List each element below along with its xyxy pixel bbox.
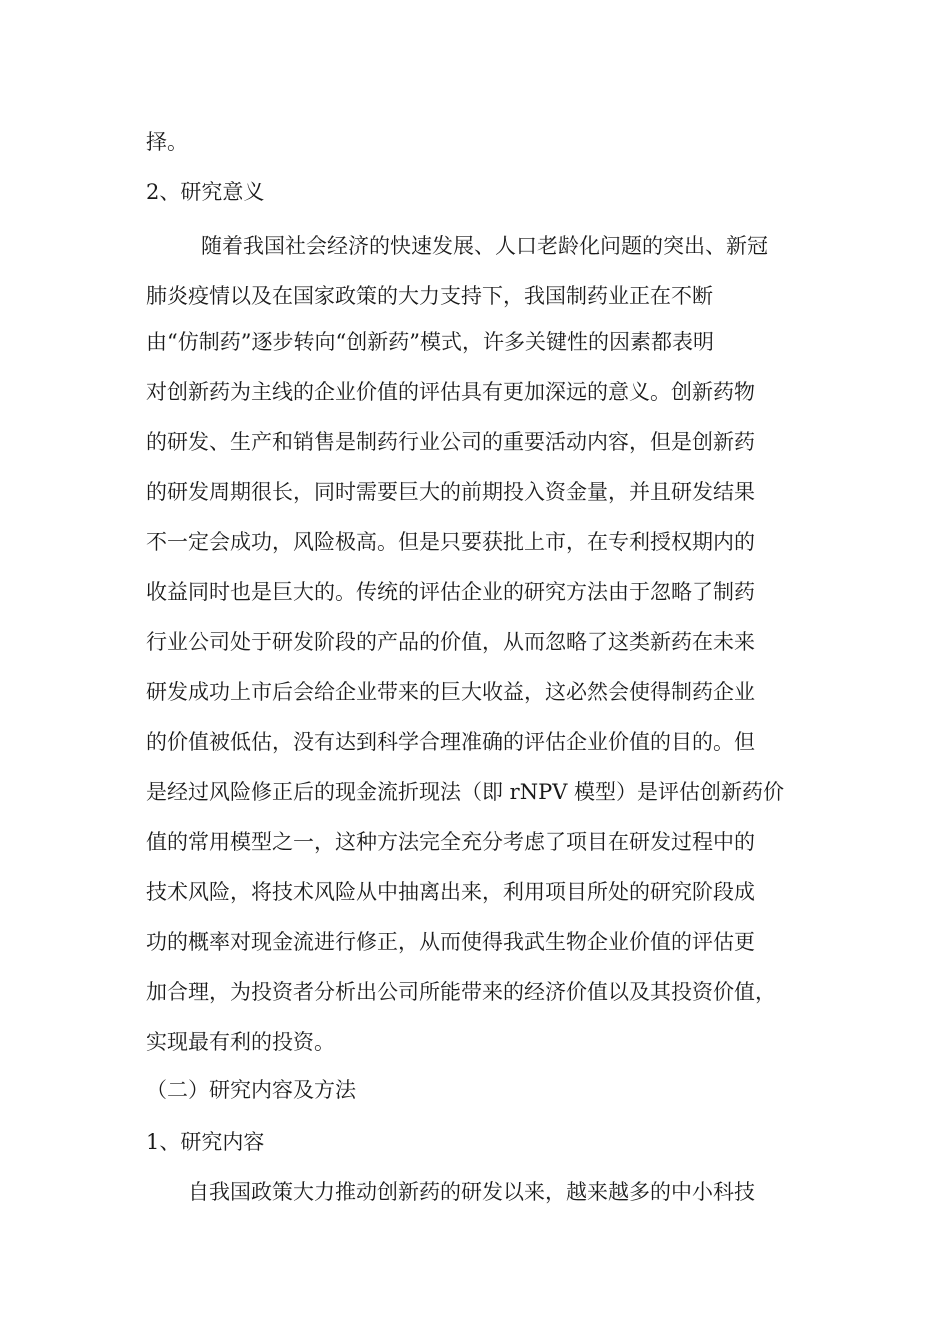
paragraph-text-line: 择。 xyxy=(146,130,188,154)
paragraph-text-line: 是经过风险修正后的现金流折现法（即 rNPV 模型）是评估创新药价 xyxy=(146,780,785,804)
paragraph-text-line: 实现最有利的投资。 xyxy=(146,1030,335,1054)
paragraph-text-line: 收益同时也是巨大的。传统的评估企业的研究方法由于忽略了制药 xyxy=(146,580,755,604)
paragraph-text-line: 值的常用模型之一，这种方法完全充分考虑了项目在研发过程中的 xyxy=(146,830,755,854)
section-heading: 2、研究意义 xyxy=(146,180,265,204)
paragraph-text-line: 由“仿制药”逐步转向“创新药”模式，许多关键性的因素都表明 xyxy=(146,330,714,354)
paragraph-text-line: 的研发周期很长，同时需要巨大的前期投入资金量，并且研发结果 xyxy=(146,480,755,504)
paragraph-text-line: 对创新药为主线的企业价值的评估具有更加深远的意义。创新药物 xyxy=(146,380,755,404)
paragraph-text-line: 加合理，为投资者分析出公司所能带来的经济价值以及其投资价值， xyxy=(146,980,776,1004)
section-heading: 1、研究内容 xyxy=(146,1130,265,1154)
section-heading: （二）研究内容及方法 xyxy=(146,1078,356,1102)
paragraph-text-line: 自我国政策大力推动创新药的研发以来，越来越多的中小科技 xyxy=(188,1180,755,1204)
paragraph-text-line: 研发成功上市后会给企业带来的巨大收益，这必然会使得制药企业 xyxy=(146,680,755,704)
paragraph-text-line: 的研发、生产和销售是制药行业公司的重要活动内容，但是创新药 xyxy=(146,430,755,454)
paragraph-text-line: 随着我国社会经济的快速发展、人口老龄化问题的突出、新冠 xyxy=(201,234,768,258)
paragraph-text-line: 不一定会成功，风险极高。但是只要获批上市，在专利授权期内的 xyxy=(146,530,755,554)
paragraph-text-line: 的价值被低估，没有达到科学合理准确的评估企业价值的目的。但 xyxy=(146,730,755,754)
paragraph-text-line: 功的概率对现金流进行修正，从而使得我武生物企业价值的评估更 xyxy=(146,930,755,954)
paragraph-text-line: 技术风险，将技术风险从中抽离出来，利用项目所处的研究阶段成 xyxy=(146,880,755,904)
paragraph-text-line: 行业公司处于研发阶段的产品的价值，从而忽略了这类新药在未来 xyxy=(146,630,755,654)
paragraph-text-line: 肺炎疫情以及在国家政策的大力支持下，我国制药业正在不断 xyxy=(146,284,713,308)
